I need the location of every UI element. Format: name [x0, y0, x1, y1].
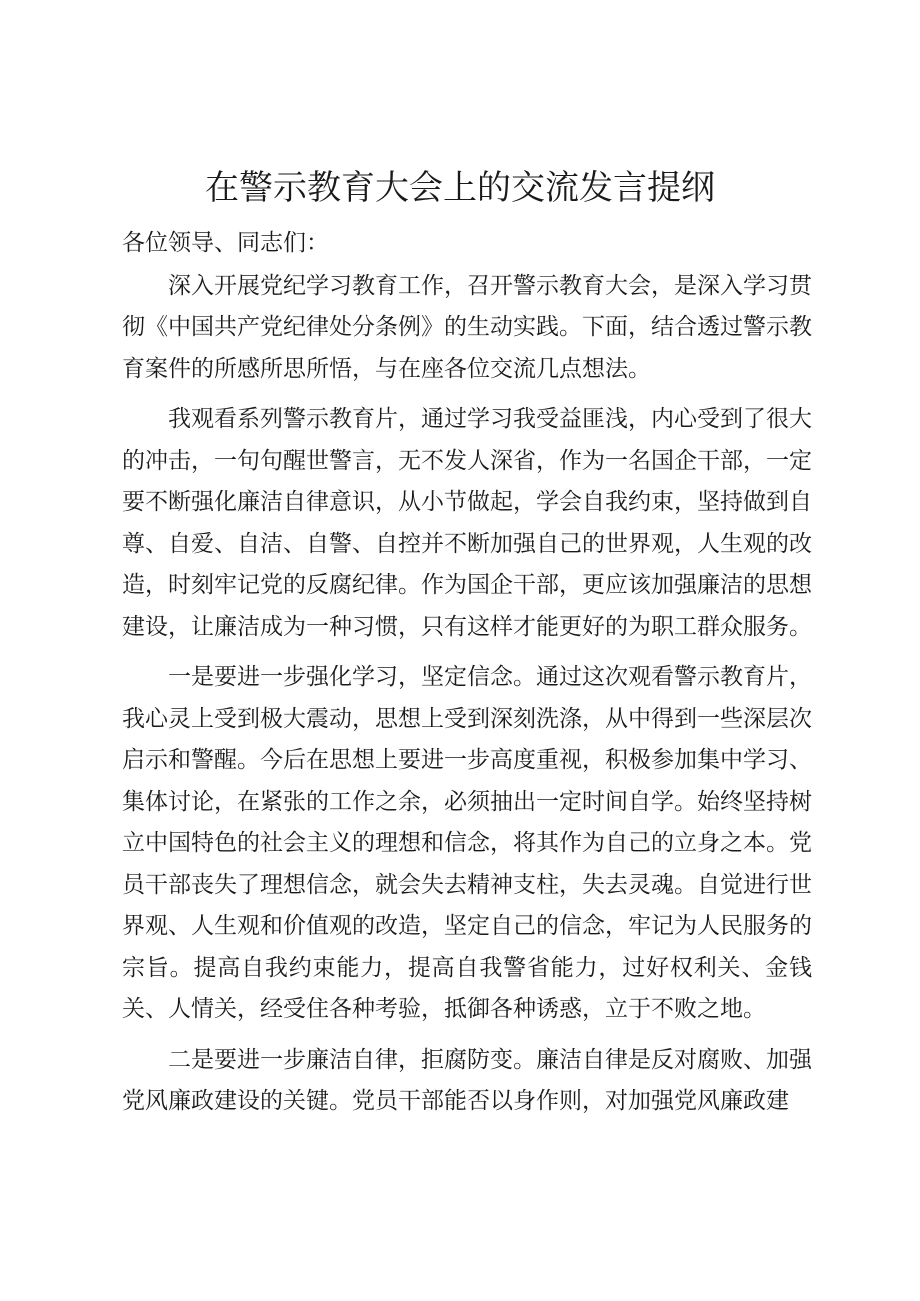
- paragraph-reflection: 我观看系列警示教育片，通过学习我受益匪浅，内心受到了很大的冲击，一句句醒世警言，无不发人深省，作为一名国企干部，一定要不断强化廉洁自律意识，从小节做起，学会自我约束，坚持做到自尊、自爱、自洁、自警、自控并不断加强自己的世界观，人生观的改造，时刻牢记党的反腐纪律。作为国企干部，更应该加强廉洁的思想建设，让廉洁成为一种习惯，只有这样才能更好的为职工群众服务。: [122, 406, 812, 640]
- paragraph-point-one: 一是要进一步强化学习，坚定信念。通过这次观看警示教育片，我心灵上受到极大震动，思想上受到深刻洗涤，从中得到一些深层次启示和警醒。今后在思想上要进一步高度重视，积极参加集中学习、集体讨论，在紧张的工作之余，必须抽出一定时间自学。始终坚持树立中国特色的社会主义的理想和信念，将其作为自己的立身之本。党员干部丧失了理想信念，就会失去精神支柱，失去灵魂。自觉进行世界观、人生观和价值观的改造，坚定自己的信念，牢记为人民服务的宗旨。提高自我约束能力，提高自我警省能力，过好权利关、金钱关、人情关，经受住各种考验，抵御各种诱惑，立于不败之地。: [122, 664, 812, 1022]
- paragraph-intro: 深入开展党纪学习教育工作，召开警示教育大会，是深入学习贯彻《中国共产党纪律处分条例》的生动实践。下面，结合透过警示教育案件的所感所思所悟，与在座各位交流几点想法。: [122, 272, 812, 382]
- document-title: 在警示教育大会上的交流发言提纲: [205, 168, 715, 208]
- salutation: 各位领导、同志们：: [122, 230, 329, 256]
- paragraph-point-two: 二是要进一步廉洁自律，拒腐防变。廉洁自律是反对腐败、加强党风廉政建设的关键。党员干部能否以身作则，对加强党风廉政建: [122, 1046, 812, 1114]
- document-body: [122, 223, 812, 1132]
